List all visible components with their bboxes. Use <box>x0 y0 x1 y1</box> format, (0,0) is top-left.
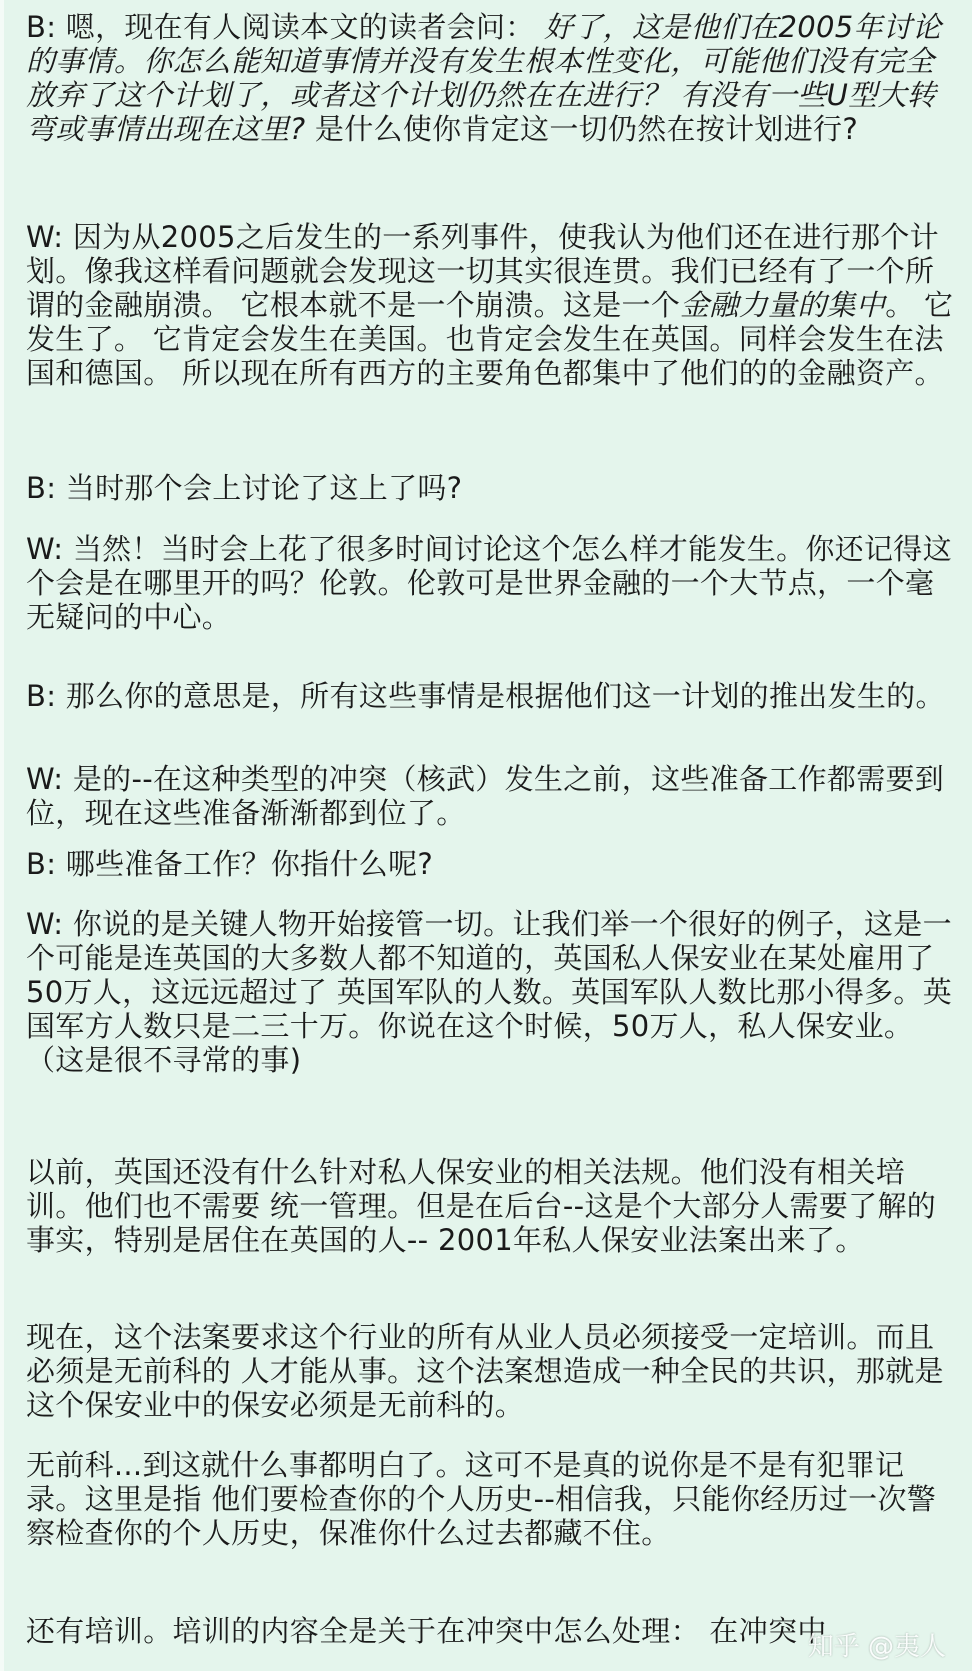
paragraph-answer-w <box>26 220 956 390</box>
paragraph-answer-w: W: 当然！当时会上花了很多时间讨论这个怎么样才能发生。你还记得这个会是在哪里开的吗？伦敦。伦敦可是世界金融的一个大节点，一个毫无疑问的中心。 <box>26 532 952 634</box>
paragraph-body: 以前，英国还没有什么针对私人保安业的相关法规。他们没有相关培训。他们也不需要 统一管理。但是在后台--这是个大部分人需要了解的事实，特别是居住在英国的人-- 2001年私人保安业法案出来了。 <box>26 1155 937 1257</box>
paragraph-tail: 是什么使你肯定这一切仍然在按计划进行? <box>305 112 859 146</box>
emphasized-phrase: 金融力量的集中 <box>680 288 886 322</box>
paragraph-question-b: B: 那么你的意思是，所有这些事情是根据他们这一计划的推出发生的。 <box>26 679 945 713</box>
emphasized-quote: 好了，这是他们在2005年讨论的事情。你怎么能知道事情并没有发生根本性变化，可能他们没有完全放弃了这个计划了，或者这个计划仍然在在进行？ 有没有一些U型大转弯或事情出现在这里? <box>26 10 942 146</box>
speaker-text: B: 嗯，现在有人阅读本文的读者会问： <box>26 10 545 44</box>
paragraph-question-b <box>26 10 956 146</box>
paragraph-answer-w: W: 是的--在这种类型的冲突（核武）发生之前，这些准备工作都需要到位，现在这些准备渐渐都到位了。 <box>26 762 945 830</box>
paragraph-answer-w: W: 你说的是关键人物开始接管一切。让我们举一个很好的例子，这是一个可能是连英国的大多数人都不知道的，英国私人保安业在某处雇用了50万人，这远远超过了 英国军队的人数。英国军队人数比那小得多。英国军方人数只是二三十万。你说在这个时候，50万人，私人保安业。 （这是很不寻常的事) <box>26 907 953 1077</box>
zhihu-watermark: 知乎 @夷人 <box>807 1632 946 1662</box>
paragraph-question-b: B: 当时那个会上讨论了这上了吗? <box>26 471 463 505</box>
paragraph-question-b: B: 哪些准备工作？你指什么呢? <box>26 847 434 881</box>
paragraph-tail: 。 它发生了。 它肯定会发生在美国。也肯定会发生在英国。同样会发生在法国和德国。 所以现在所有西方的主要角色都集中了他们的的金融资产。 <box>26 288 954 390</box>
paragraph-body: 还有培训。培训的内容全是关于在冲突中怎么处理： 在冲突中 <box>26 1614 827 1648</box>
paragraph-body: 现在，这个法案要求这个行业的所有从业人员必须接受一定培训。而且必须是无前科的 人才能从事。这个法案想造成一种全民的共识，那就是这个保安业中的保安必须是无前科的。 <box>26 1320 944 1422</box>
paragraph-body: 无前科...到这就什么事都明白了。这可不是真的说你是不是有犯罪记录。这里是指 他们要检查你的个人历史--相信我，只能你经历过一次警察检查你的个人历史，保准你什么过去都藏不住。 <box>26 1448 937 1550</box>
paragraph-head: W: 因为从2005之后发生的一系列事件，使我认为他们还在进行那个计划。像我这样看问题就会发现这一切其实很连贯。我们已经有了一个所谓的金融崩溃。 它根本就不是一个崩溃。这是一个 <box>26 220 939 322</box>
